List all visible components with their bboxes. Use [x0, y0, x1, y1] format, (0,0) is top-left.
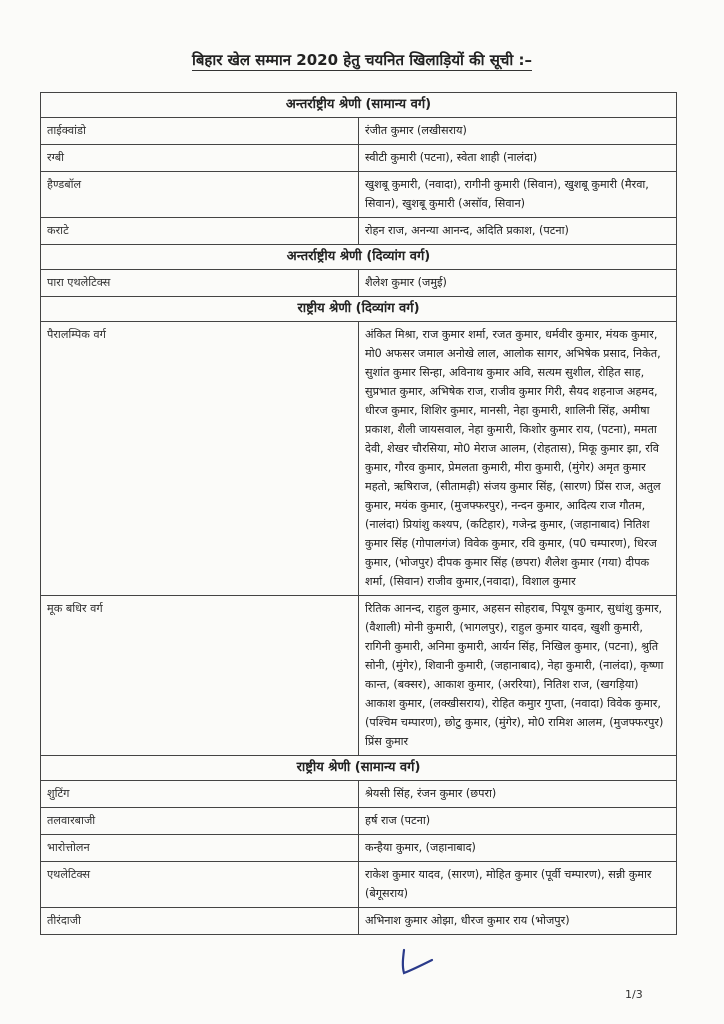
section-heading: अन्तर्राष्ट्रीय श्रेणी (सामान्य वर्ग) [41, 93, 677, 118]
player-names: राकेश कुमार यादव, (सारण), मोहित कुमार (पूर्वी चम्पारण), सन्नी कुमार (बेगूसराय) [359, 862, 677, 908]
section-national-general [41, 756, 677, 935]
table-row [41, 322, 677, 596]
table-row [41, 172, 677, 218]
table-row [41, 218, 677, 245]
document-title-text: बिहार खेल सम्मान 2020 हेतु चयनित खिलाड़ियों की सूची :– [191, 51, 533, 69]
player-names: स्वीटी कुमारी (पटना), स्वेता शाही (नालंदा) [359, 145, 677, 172]
document-title [0, 50, 724, 70]
table-row [41, 835, 677, 862]
sport-category: शुटिंग [41, 781, 359, 808]
sport-category: भारोत्तोलन [41, 835, 359, 862]
player-names: अभिनाश कुमार ओझा, धीरज कुमार राय (भोजपुर) [359, 908, 677, 935]
player-names: रंजीत कुमार (लखीसराय) [359, 118, 677, 145]
section-heading-row [41, 756, 677, 781]
section-heading: राष्ट्रीय श्रेणी (दिव्यांग वर्ग) [41, 297, 677, 322]
sport-category: एथलेटिक्स [41, 862, 359, 908]
section-national-divyang [41, 297, 677, 756]
section-heading: अन्तर्राष्ट्रीय श्रेणी (दिव्यांग वर्ग) [41, 245, 677, 270]
section-heading-row [41, 93, 677, 118]
section-international-general [41, 93, 677, 245]
sport-category: तलवारबाजी [41, 808, 359, 835]
section-heading-row [41, 245, 677, 270]
table-row [41, 270, 677, 297]
table-row [41, 596, 677, 756]
page-number: 1/3 [625, 988, 643, 1001]
sport-category: ताईक्वांडो [41, 118, 359, 145]
table-row [41, 808, 677, 835]
handwritten-tick-mark [398, 946, 436, 976]
section-heading-row [41, 297, 677, 322]
table-row [41, 781, 677, 808]
player-names: कन्हैया कुमार, (जहानाबाद) [359, 835, 677, 862]
sport-category: मूक बधिर वर्ग [41, 596, 359, 756]
sport-category: तीरंदाजी [41, 908, 359, 935]
sport-category: पारा एथलेटिक्स [41, 270, 359, 297]
player-names: खुशबू कुमारी, (नवादा), रागीनी कुमारी (सिवान), खुशबू कुमारी (मैरवा, सिवान), खुशबू कुमारी (असॉव, सिवान) [359, 172, 677, 218]
player-names: श्रेयसी सिंह, रंजन कुमार (छपरा) [359, 781, 677, 808]
section-heading: राष्ट्रीय श्रेणी (सामान्य वर्ग) [41, 756, 677, 781]
player-names: हर्ष राज (पटना) [359, 808, 677, 835]
player-names: रितिक आनन्द, राहुल कुमार, अहसन सोहराब, पियूष कुमार, सुधांशु कुमार, (वैशाली) मोनी कुमारी, (भागलपुर), राहुल कुमार यादव, खुशी कुमारी, रागिनी कुमारी, अनिमा कुमारी, आर्यन सिंह, निखिल कुमार, (पटना), श्रुति सोनी, (मुंगेर), शिवानी कुमारी, (जहानाबाद), नेहा कुमारी, (नालंदा), कृष्णा कान्त, (बक्सर), आकाश कुमार, (अररिया), नितिश राज, (खगड़िया) आकाश कुमार, (लक्खीसराय), रोहित कमुार गुप्ता, (नवादा) विवेक कुमार, (पश्चिम चम्पारण), छोटु कुमार, (मुंगेर), मो0 रामिश आलम, (मुजफ्फरपुर) प्रिंस कुमार [359, 596, 677, 756]
section-international-divyang [41, 245, 677, 297]
player-names: शैलेश कुमार (जमुई) [359, 270, 677, 297]
table-row [41, 862, 677, 908]
table-row [41, 118, 677, 145]
sport-category: पैरालम्पिक वर्ग [41, 322, 359, 596]
selection-table [40, 92, 677, 935]
sport-category: कराटे [41, 218, 359, 245]
player-names: रोहन राज, अनन्या आनन्द, अदिति प्रकाश, (पटना) [359, 218, 677, 245]
table-row [41, 908, 677, 935]
sport-category: हैण्डबॉल [41, 172, 359, 218]
sport-category: रग्बी [41, 145, 359, 172]
player-names: अंकित मिश्रा, राज कुमार शर्मा, रजत कुमार, धर्मवीर कुमार, मंयक कुमार, मो0 अफसर जमाल अनोखे लाल, आलोक सागर, अभिषेक प्रसाद, निकेत, सुशांत कुमार सिन्हा, अविनाथ कुमार अवि, सत्यम सुशील, रोहित साह, सुप्रभात कुमार, अभिषेक राज, राजीव कुमार गिरी, सैयद शहनाज अहमद, धीरज कुमार, शिशिर कुमार, मानसी, नेहा कुमारी, शालिनी सिंह, अमीषा प्रकाश, शैली जायसवाल, नेहा कुमारी, किशोर कुमार राय, (पटना), ममता देवी, शेखर चौरसिया, मो0 मेराज आलम, (रोहतास), मिकू कुमार झा, रवि कुमार, गौरव कुमार, प्रेमलता कुमारी, मीरा कुमारी, (मुंगेर) अमृत कुमार महतो, ऋषिराज, (सीतामढ़ी) संजय कुमार सिंह, (सारण) प्रिंस राज, अतुल कुमार, मयंक कुमार, (मुजफ्फरपुर), नन्दन कुमार, आदित्य राज गौतम, (नालंदा) प्रियांशु कश्यप, (कटिहार), गजेन्द्र कुमार, (जहानाबाद) नितिश कुमार सिंह (गोपालगंज) विवेक कुमार, रवि कुमार, (प0 चम्पारण), धिरज कुमार, (भोजपुर) दीपक कुमार सिंह (छपरा) शैलेश कुमार (गया) दीपक शर्मा, (सिवान) राजीव कुमार,(नवादा), विशाल कुमार [359, 322, 677, 596]
table-row [41, 145, 677, 172]
